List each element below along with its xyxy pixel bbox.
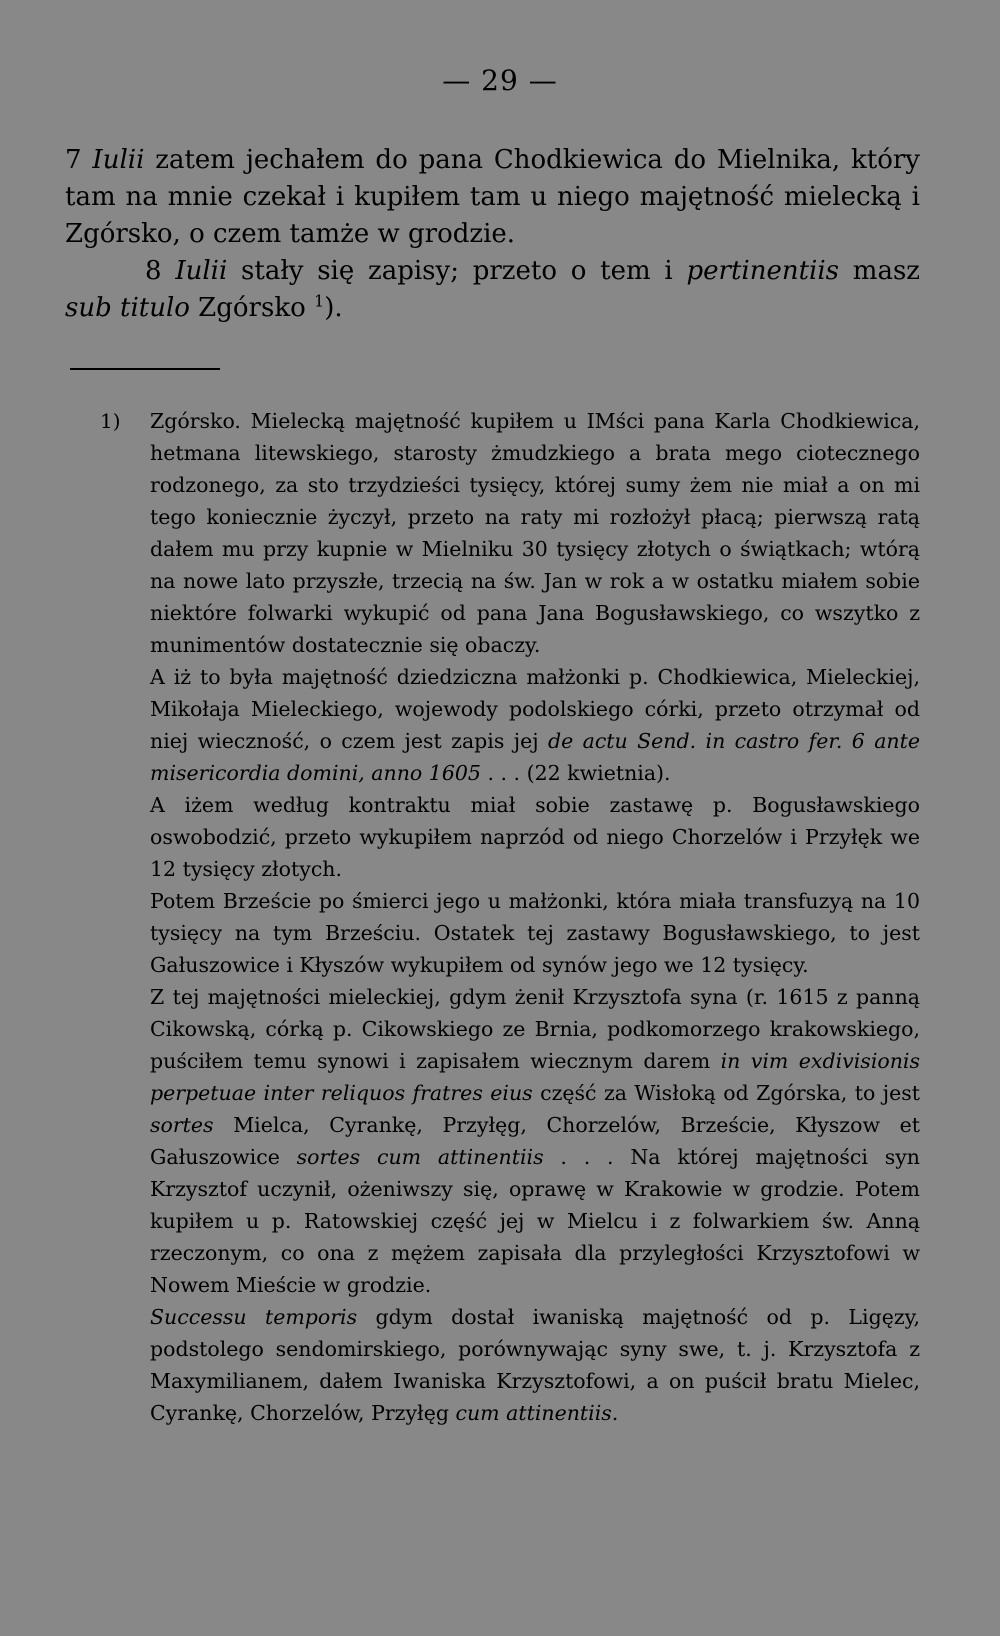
- italic-run: pertinentiis: [686, 256, 840, 286]
- italic-run: in vim exdivisionis perpetuae inter reliquos fratres eius: [150, 1049, 921, 1105]
- italic-run: Successu temporis: [150, 1305, 358, 1329]
- text-run: masz: [839, 256, 920, 286]
- footnote-paragraph-3: [150, 789, 920, 885]
- text-run: część za Wisłoką od Zgórska, to jest: [532, 1081, 921, 1105]
- italic-run: de actu Send. in castro fer. 6 ante misericordia domini, anno 1605: [150, 729, 920, 785]
- italic-run: cum attinentiis.: [455, 1401, 619, 1425]
- text-run: 8: [145, 256, 176, 286]
- text-run: stały się zapisy; przeto o tem i: [227, 256, 687, 286]
- text-run: . . . (22 kwietnia).: [480, 761, 671, 785]
- text-run: Zgórsko. Mielecką majętność kupiłem u IMści pana Karla Chodkiewica, hetmana litewskiego, starosty żmudzkiego a brata mego ciotecznego rodzonego, za sto trzydzieści tysięcy, której sumy żem nie miał a on mi tego koniecznie życzył, przeto na raty mi rozłożył płacą; pierwszą ratą dałem mu przy kupnie w Mielniku 30 tysięcy złotych o świątkach; wtórą na nowe lato przyszłe, trzecią na św. Jan w rok a w ostatku miałem sobie niektóre folwarki wykupić od pana Jana Bogusławskiego, co wszytko z munimentów dostatecznie się obaczy.: [150, 409, 920, 657]
- italic-run: sortes cum attinentiis: [296, 1145, 544, 1169]
- text-run: A iżem według kontraktu miał sobie zastawę p. Bogusławskiego oswobodzić, przeto wykupiłem naprzód od niego Chorzelów i Przyłęk we 12 tysięcy złotych.: [150, 793, 920, 881]
- paragraph-2: [65, 253, 920, 327]
- footnote-paragraph-1: [150, 405, 920, 661]
- page-number: — 29 —: [442, 64, 558, 97]
- italic-run: Iulii: [175, 256, 228, 286]
- footnote-paragraph-6: [150, 1301, 920, 1429]
- main-text: [65, 142, 920, 327]
- text-run: Z tej majętności mieleckiej, gdym żenił Krzysztofa syna (r. 1615 z panną Cikowską, córką p. Cikowskiego ze Brnia, podkomorzego krakowskiego, puściłem temu synowi i zapisałem wiecznym darem: [150, 985, 920, 1073]
- text-run: A iż to była majętność dziedziczna małżonki p. Chodkiewica, Mieleckiej, Mikołaja Mieleckiego, wojewody podolskiego córki, przeto otrzymał od niej wieczność, o czem jest zapis jej: [150, 665, 920, 753]
- italic-run: Iulii: [92, 145, 145, 175]
- text-run: ).: [324, 293, 343, 323]
- paragraph-1: [65, 142, 920, 253]
- text-run: Potem Brzeście po śmierci jego u małżonki, która miała transfuzyą na 10 tysięcy na tym Brześciu. Ostatek tej zastawy Bogusławskiego, to jest Gałuszowice i Kłyszów wykupiłem od synów jego we 12 tysięcy.: [150, 889, 920, 977]
- footnote-paragraph-2: [150, 661, 920, 789]
- footnote-paragraph-5: [150, 981, 920, 1301]
- footnote-reference: 1: [314, 291, 325, 311]
- italic-run: sub titulo: [65, 293, 190, 323]
- italic-run: sortes: [150, 1113, 214, 1137]
- text-run: gdym dostał iwaniską majętność od p. Ligęzy, podstolego sendomirskiego, porównywając syny swe, t. j. Krzysztofa z Maxymilianem, dałem Iwaniska Krzysztofowi, a on puścił bratu Mielec, Cyrankę, Chorzelów, Przyłęg: [150, 1305, 920, 1425]
- footnote-separator: [70, 368, 220, 370]
- text-run: Mielca, Cyrankę, Przyłęg, Chorzelów, Brzeście, Kłyszow et Gałuszowice: [150, 1113, 920, 1169]
- text-run: 7: [65, 145, 93, 175]
- footnote-block: [100, 405, 921, 1429]
- text-run: Zgórsko: [189, 293, 314, 323]
- footnote-paragraph-4: [150, 885, 920, 981]
- text-run: zatem jechałem do pana Chodkiewica do Mielnika, który tam na mnie czekał i kupiłem tam u niego majętność mielecką i Zgórsko, o czem tamże w grodzie.: [65, 145, 920, 249]
- footnote-marker: 1): [100, 409, 121, 433]
- text-run: . . . Na której majętności syn Krzysztof uczynił, ożeniwszy się, oprawę w Krakowie w grodzie. Potem kupiłem u p. Ratowskiej część jej w Mielcu i z folwarkiem św. Anną rzeczonym, co ona z mężem zapisała dla przyległości Krzysztofowi w Nowem Mieście w grodzie.: [150, 1145, 921, 1297]
